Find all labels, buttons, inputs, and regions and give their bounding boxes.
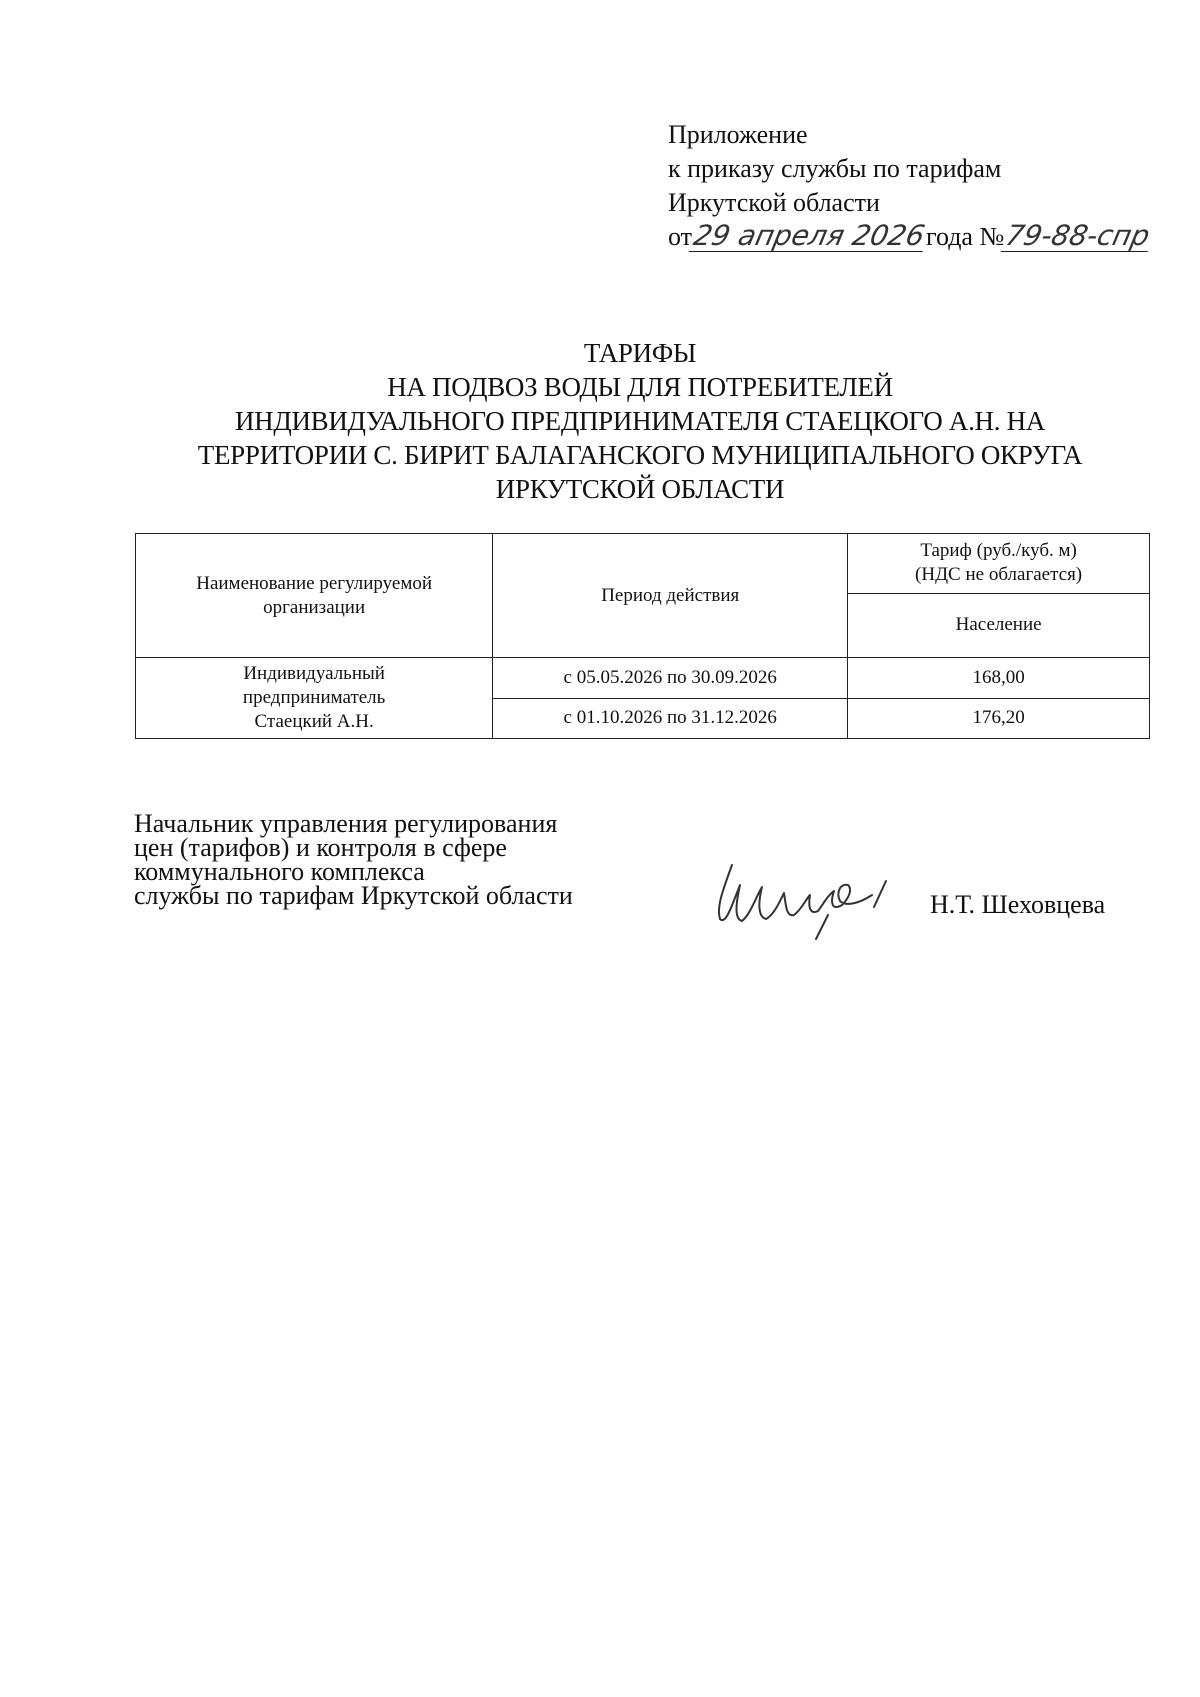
- appendix-line-2: к приказу службы по тарифам: [668, 154, 1002, 183]
- title-line-5: ИРКУТСКОЙ ОБЛАСТИ: [495, 474, 785, 504]
- header-tariff-line-1: Тариф (руб./куб. м): [920, 540, 1077, 562]
- title-line-3: ИНДИВИДУАЛЬНОГО ПРЕДПРИНИМАТЕЛЯ СТАЕЦКОГО А.Н. НА: [234, 406, 1046, 436]
- header-tariff: [848, 534, 1150, 594]
- position-line-1: Начальник управления регулирования: [134, 809, 558, 838]
- table-row: [136, 658, 1150, 699]
- appendix-header: [668, 118, 1151, 254]
- position-line-3: коммунального комплекса: [134, 857, 425, 886]
- title-line-1: ТАРИФЫ: [583, 338, 697, 368]
- handwritten-order-number: 79-88-спр: [1002, 219, 1153, 252]
- appendix-line-3: Иркутской области: [668, 188, 880, 217]
- org-name-cell: [136, 658, 493, 739]
- tariff-table: [135, 533, 1150, 739]
- header-org: Наименование регулируемой организации: [136, 534, 493, 658]
- period-cell: с 05.05.2026 по 30.09.2026: [493, 658, 848, 699]
- appendix-line-1: Приложение: [668, 120, 808, 149]
- org-name-line-2: предприниматель: [242, 687, 386, 708]
- document-title: [140, 336, 1140, 506]
- header-tariff-line-2: (НДС не облагается): [915, 564, 1083, 586]
- signer-name: Н.Т. Шеховцева: [930, 890, 1106, 919]
- title-line-2: НА ПОДВОЗ ВОДЫ ДЛЯ ПОТРЕБИТЕЛЕЙ: [387, 372, 893, 402]
- position-line-2: цен (тарифов) и контроля в сфере: [134, 833, 507, 862]
- org-name-line-3: Стаецкий А.Н.: [254, 711, 374, 732]
- period-cell: с 01.10.2026 по 31.12.2026: [493, 698, 848, 739]
- tariff-value-cell: 168,00: [848, 658, 1150, 699]
- org-name-line-1: Индивидуальный: [243, 663, 385, 684]
- from-label: от: [668, 222, 693, 251]
- handwritten-signature: [710, 845, 900, 940]
- tariff-value-cell: 176,20: [848, 698, 1150, 739]
- appendix-order-line: [668, 220, 1151, 254]
- header-population: Население: [848, 593, 1150, 657]
- handwritten-date: 29 апреля 2026: [690, 219, 928, 252]
- header-period: Период действия: [493, 534, 848, 658]
- position-line-4: службы по тарифам Иркутской области: [134, 881, 573, 910]
- signatory-position: [134, 809, 573, 910]
- year-label: года №: [925, 222, 1005, 251]
- title-line-4: ТЕРРИТОРИИ С. БИРИТ БАЛАГАНСКОГО МУНИЦИПАЛЬНОГО ОКРУГА: [197, 440, 1083, 470]
